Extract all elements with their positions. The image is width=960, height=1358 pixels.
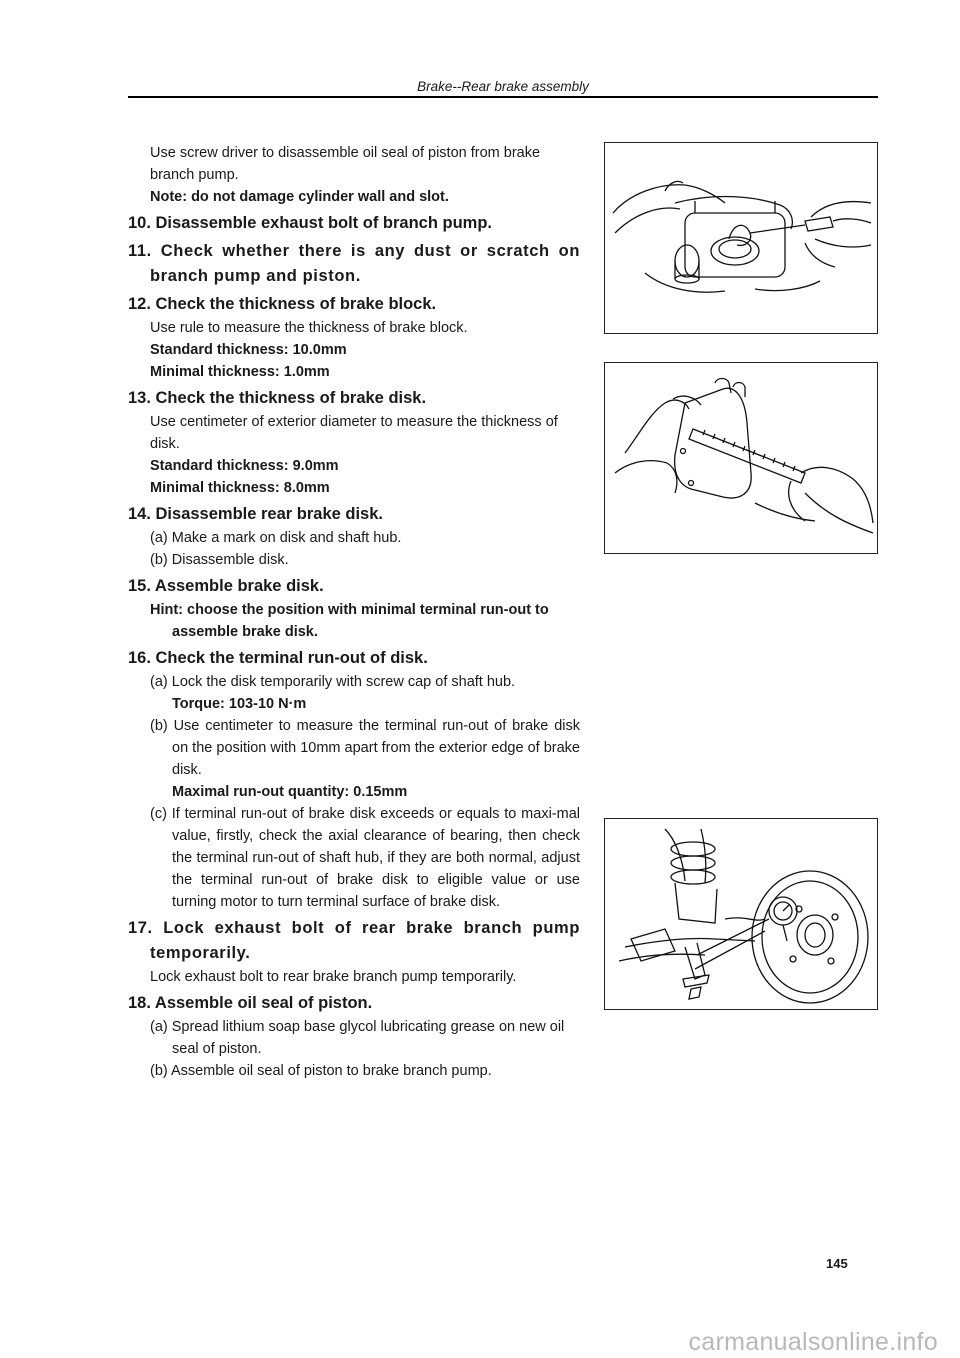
step-12-title: 12. Check the thickness of brake block. [128, 295, 437, 313]
watermark: carmanualsonline.info [688, 1328, 938, 1356]
main-text-column [128, 142, 580, 1082]
step-14-a: (a) Make a mark on disk and shaft hub. [150, 530, 402, 546]
intro-text: Use screw driver to disassemble oil seal of piston from brake branch pump. [150, 145, 541, 183]
caliper-screwdriver-illustration [604, 142, 878, 334]
header-rule [128, 96, 878, 98]
brake-pad-ruler-illustration [604, 362, 878, 554]
step-11-title: 11. Check whether there is any dust or scratch on branch pump and piston. [128, 242, 580, 285]
step-17-text: Lock exhaust bolt to rear brake branch pump temporarily. [150, 969, 517, 985]
intro-note: Note: do not damage cylinder wall and slot. [150, 189, 449, 205]
step-13-title: 13. Check the thickness of brake disk. [128, 389, 427, 407]
step-16-b: (b) Use centimeter to measure the terminal run-out of brake disk on the position with 10mm apart from the exterior edge of brake disk. [150, 718, 580, 778]
step-18-a: (a) Spread lithium soap base glycol lubricating grease on new oil seal of piston. [150, 1019, 565, 1057]
step-18-title: 18. Assemble oil seal of piston. [128, 994, 373, 1012]
step-13-standard: Standard thickness: 9.0mm [150, 458, 339, 474]
step-10-title: 10. Disassemble exhaust bolt of branch pump. [128, 214, 493, 232]
step-14-b: (b) Disassemble disk. [150, 552, 289, 568]
step-12-minimal: Minimal thickness: 1.0mm [150, 364, 330, 380]
step-15-title: 15. Assemble brake disk. [128, 577, 324, 595]
step-16-title: 16. Check the terminal run-out of disk. [128, 649, 428, 667]
step-16-c: (c) If terminal run-out of brake disk exceeds or equals to maxi-mal value, firstly, check the axial clearance of bearing, then check the terminal run-out of shaft hub, if they are both normal, adjust the terminal run-out of brake disk to eligible value or use turning motor to turn terminal surface of brake disk. [150, 806, 580, 910]
step-18-b: (b) Assemble oil seal of piston to brake branch pump. [150, 1063, 492, 1079]
step-14-title: 14. Disassemble rear brake disk. [128, 505, 383, 523]
step-16-maximal: Maximal run-out quantity: 0.15mm [172, 784, 408, 800]
step-15-hint: Hint: choose the position with minimal terminal run-out to assemble brake disk. [150, 602, 549, 640]
running-header: Brake--Rear brake assembly [417, 79, 589, 94]
step-12-standard: Standard thickness: 10.0mm [150, 342, 347, 358]
step-13-minimal: Minimal thickness: 8.0mm [150, 480, 330, 496]
dial-indicator-disk-illustration [604, 818, 878, 1010]
step-16-a: (a) Lock the disk temporarily with screw cap of shaft hub. [150, 674, 516, 690]
step-13-text: Use centimeter of exterior diameter to measure the thickness of disk. [150, 414, 558, 452]
step-16-torque: Torque: 103-10 N·m [172, 696, 307, 712]
step-17-title: 17. Lock exhaust bolt of rear brake branch pump temporarily. [128, 919, 580, 962]
page-number: 145 [826, 1256, 848, 1271]
step-12-text: Use rule to measure the thickness of brake block. [150, 320, 468, 336]
